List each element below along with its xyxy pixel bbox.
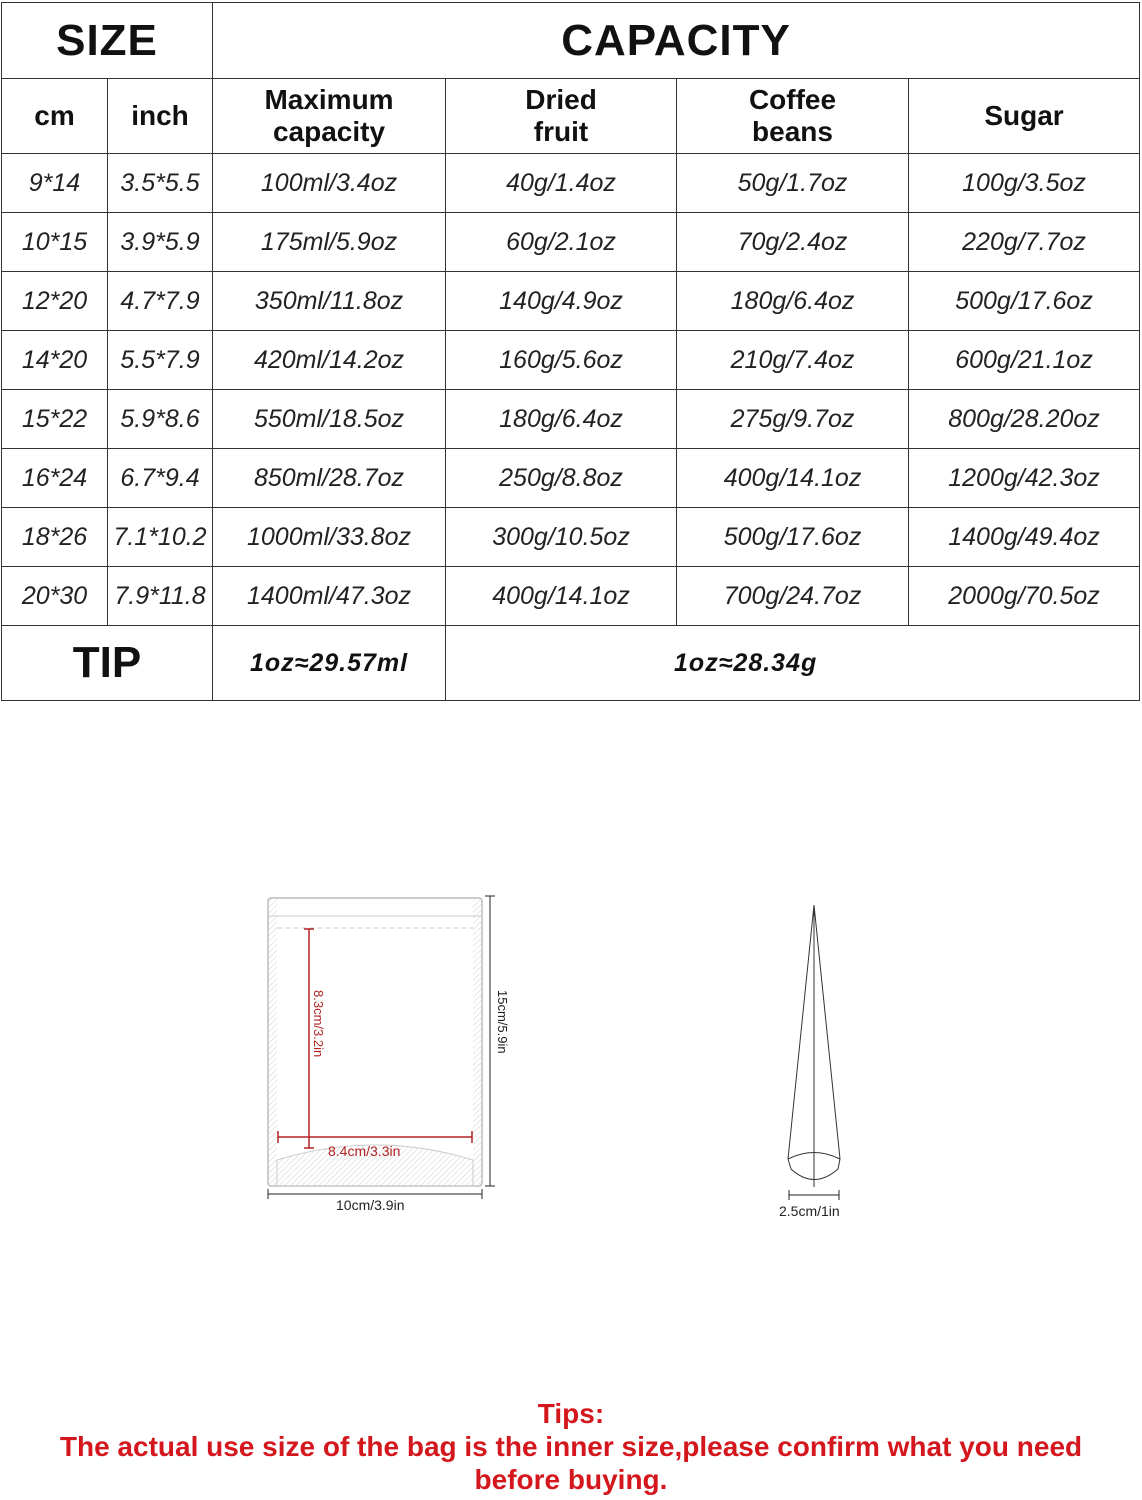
cell-coffee-beans: 70g/2.4oz (677, 213, 909, 272)
col-header-dried-fruit-line1: Dried (525, 84, 597, 115)
table-row (2, 508, 1140, 567)
cell-dried-fruit: 400g/14.1oz (446, 567, 677, 626)
cell-inch: 4.7*7.9 (108, 272, 213, 331)
cell-inch: 6.7*9.4 (108, 449, 213, 508)
cell-dried-fruit: 180g/6.4oz (446, 390, 677, 449)
col-header-inch: inch (108, 79, 213, 154)
cell-max-capacity: 550ml/18.5oz (213, 390, 446, 449)
table-row (2, 154, 1140, 213)
outer-width-label: 10cm/3.9in (336, 1197, 405, 1213)
cell-cm: 15*22 (2, 390, 108, 449)
tip-g-conversion: 1oz≈28.34g (446, 626, 1140, 701)
gusset-width-dimension-line (789, 1190, 839, 1200)
cell-max-capacity: 850ml/28.7oz (213, 449, 446, 508)
col-header-coffee-beans-line2: beans (752, 116, 833, 147)
cell-coffee-beans: 210g/7.4oz (677, 331, 909, 390)
size-capacity-table (1, 2, 1140, 701)
bag-dimension-diagram (0, 712, 1142, 1272)
cell-cm: 12*20 (2, 272, 108, 331)
cell-sugar: 220g/7.7oz (909, 213, 1140, 272)
cell-max-capacity: 100ml/3.4oz (213, 154, 446, 213)
cell-dried-fruit: 40g/1.4oz (446, 154, 677, 213)
tips-notice (0, 1398, 1142, 1496)
cell-coffee-beans: 50g/1.7oz (677, 154, 909, 213)
inner-width-dimension-line (278, 1131, 472, 1143)
cell-dried-fruit: 300g/10.5oz (446, 508, 677, 567)
cell-cm: 9*14 (2, 154, 108, 213)
col-header-coffee-beans-line1: Coffee (748, 84, 837, 115)
cell-dried-fruit: 140g/4.9oz (446, 272, 677, 331)
cell-coffee-beans: 700g/24.7oz (677, 567, 909, 626)
cell-coffee-beans: 180g/6.4oz (677, 272, 909, 331)
cell-dried-fruit: 160g/5.6oz (446, 331, 677, 390)
cell-max-capacity: 420ml/14.2oz (213, 331, 446, 390)
cell-sugar: 1200g/42.3oz (909, 449, 1140, 508)
cell-cm: 20*30 (2, 567, 108, 626)
table-row (2, 331, 1140, 390)
cell-sugar: 2000g/70.5oz (909, 567, 1140, 626)
cell-coffee-beans: 275g/9.7oz (677, 390, 909, 449)
table-row (2, 390, 1140, 449)
inner-height-label: 8.3cm/3.2in (311, 990, 326, 1058)
cell-inch: 7.1*10.2 (108, 508, 213, 567)
col-header-coffee-beans (677, 79, 909, 154)
cell-sugar: 500g/17.6oz (909, 272, 1140, 331)
gusset-width-label: 2.5cm/1in (779, 1203, 840, 1219)
outer-height-label: 15cm/5.9in (495, 990, 510, 1054)
cell-dried-fruit: 60g/2.1oz (446, 213, 677, 272)
table-row (2, 272, 1140, 331)
cell-max-capacity: 175ml/5.9oz (213, 213, 446, 272)
col-header-cm: cm (2, 79, 108, 154)
cell-inch: 7.9*11.8 (108, 567, 213, 626)
cell-sugar: 600g/21.1oz (909, 331, 1140, 390)
cell-dried-fruit: 250g/8.8oz (446, 449, 677, 508)
cell-coffee-beans: 400g/14.1oz (677, 449, 909, 508)
cell-inch: 3.5*5.5 (108, 154, 213, 213)
tip-ml-conversion: 1oz≈29.57ml (213, 626, 446, 701)
cell-max-capacity: 1000ml/33.8oz (213, 508, 446, 567)
col-header-sugar: Sugar (909, 79, 1140, 154)
col-header-max-capacity-line1: Maximum (264, 84, 394, 115)
cell-sugar: 800g/28.20oz (909, 390, 1140, 449)
col-header-max-capacity (213, 79, 446, 154)
side-bag-outline (788, 905, 840, 1187)
size-header: SIZE (2, 3, 213, 79)
tip-label: TIP (2, 626, 213, 701)
cell-cm: 18*26 (2, 508, 108, 567)
cell-max-capacity: 1400ml/47.3oz (213, 567, 446, 626)
cell-sugar: 100g/3.5oz (909, 154, 1140, 213)
capacity-header: CAPACITY (213, 3, 1140, 79)
cell-sugar: 1400g/49.4oz (909, 508, 1140, 567)
cell-cm: 10*15 (2, 213, 108, 272)
col-header-dried-fruit-line2: fruit (533, 116, 589, 147)
cell-coffee-beans: 500g/17.6oz (677, 508, 909, 567)
col-header-max-capacity-line2: capacity (272, 116, 386, 147)
col-header-dried-fruit (446, 79, 677, 154)
cell-cm: 16*24 (2, 449, 108, 508)
table-row (2, 567, 1140, 626)
table-row (2, 213, 1140, 272)
cell-inch: 3.9*5.9 (108, 213, 213, 272)
tips-title: Tips: (537, 1398, 605, 1429)
cell-cm: 14*20 (2, 331, 108, 390)
inner-width-label: 8.4cm/3.3in (328, 1143, 401, 1159)
table-row (2, 449, 1140, 508)
cell-inch: 5.5*7.9 (108, 331, 213, 390)
tips-body: The actual use size of the bag is the inner size,please confirm what you need before buying. (59, 1431, 1083, 1495)
cell-inch: 5.9*8.6 (108, 390, 213, 449)
cell-max-capacity: 350ml/11.8oz (213, 272, 446, 331)
outer-height-dimension-line (485, 896, 495, 1186)
